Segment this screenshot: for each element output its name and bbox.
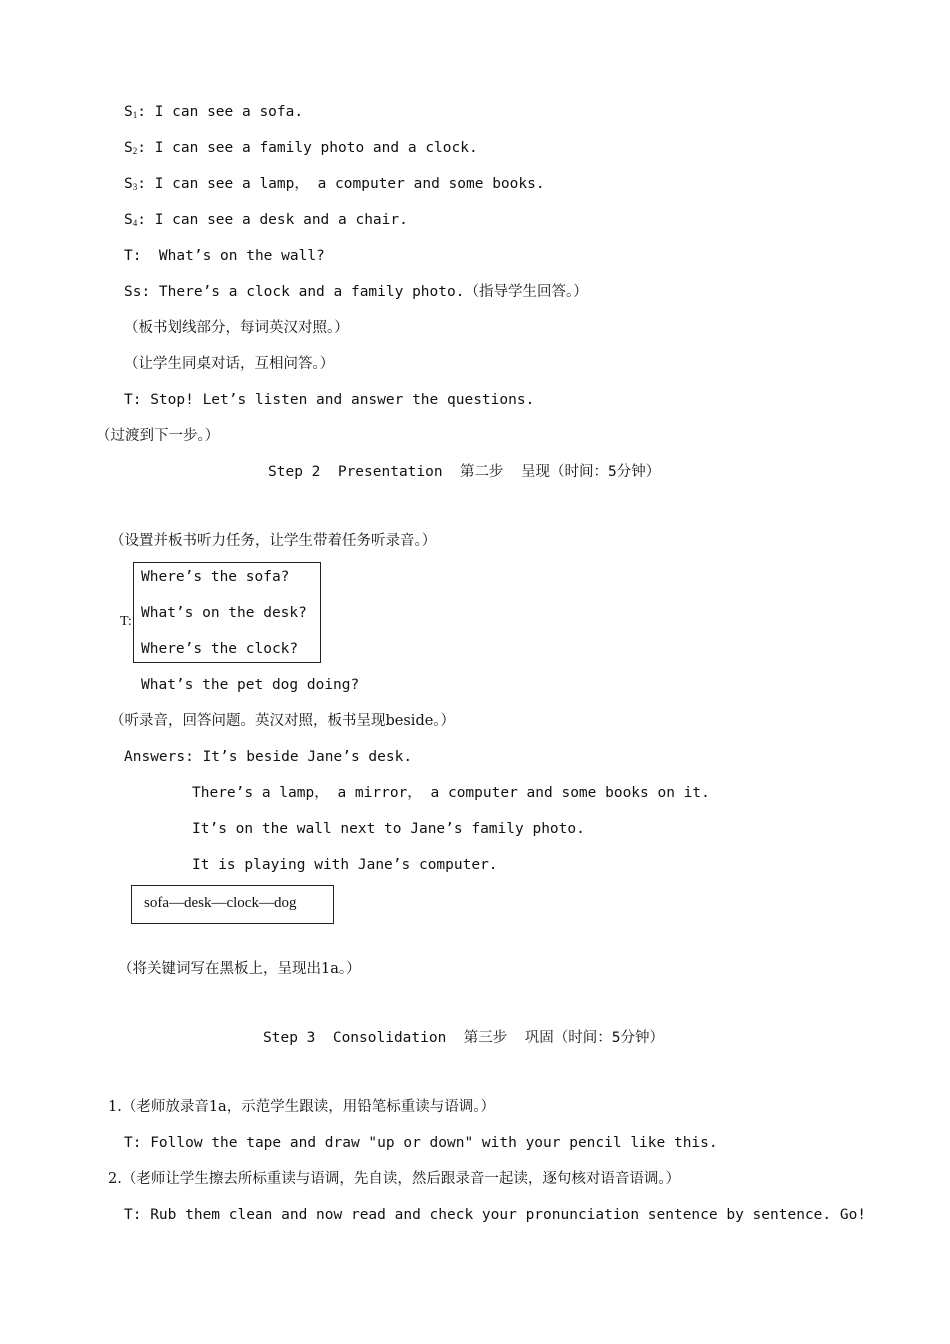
item-1: 1.（老师放录音1a，示范学生跟读，用铅笔标重读与语调。） (108, 1099, 495, 1115)
question-3: Where’s the clock? (141, 641, 299, 657)
note-transition: （过渡到下一步。） (96, 428, 220, 444)
question-1: Where’s the sofa? (141, 569, 290, 585)
answer-3: It’s on the wall next to Jane’s family photo. (192, 821, 585, 837)
step2-heading: Step 2 Presentation 第二步 呈现（时间：5分钟） (268, 464, 661, 480)
answer-2: There’s a lamp， a mirror， a computer and some books on it. (192, 785, 710, 801)
note-keywords: （将关键词写在黑板上，呈现出1a。） (118, 961, 361, 977)
answer-1: Answers: It’s beside Jane’s desk. (124, 749, 413, 765)
note-listening-task: （设置并板书听力任务，让学生带着任务听录音。） (110, 533, 437, 549)
dialogue-line-s3: $S_3$: I can see a lamp， a computer and some books. (124, 176, 545, 192)
item-2-teacher: T: Rub them clean and now read and check your pronunciation sentence by sentence. Go! (124, 1207, 867, 1223)
answer-4: It is playing with Jane’s computer. (192, 857, 498, 873)
dialogue-line-teacher: T: What’s on the wall? (124, 248, 325, 264)
dialogue-line-s4: $S_4$: I can see a desk and a chair. (124, 212, 408, 228)
teacher-instruction: T: Stop! Let’s listen and answer the questions. (124, 392, 535, 408)
note-pair-work: （让学生同桌对话，互相问答。） (124, 356, 335, 372)
dialogue-line-s1: $S_1$: I can see a sofa. (124, 104, 304, 120)
item-2: 2.（老师让学生擦去所标重读与语调，先自读，然后跟录音一起读，逐句核对语音语调。） (108, 1171, 681, 1187)
question-2: What’s on the desk? (141, 605, 307, 621)
item-1-teacher: T: Follow the tape and draw "up or down" with your pencil like this. (124, 1135, 718, 1151)
note-blackboard: （板书划线部分，每词英汉对照。） (124, 320, 349, 336)
dialogue-line-students: Ss: There’s a clock and a family photo.（指导学生回答。） (124, 284, 588, 300)
teacher-label: T: (120, 614, 132, 629)
dialogue-line-s2: $S_2$: I can see a family photo and a clock. (124, 140, 478, 156)
step3-heading: Step 3 Consolidation 第三步 巩固（时间：5分钟） (263, 1030, 664, 1046)
note-answer: （听录音，回答问题。英汉对照，板书呈现beside。） (110, 713, 456, 729)
keywords-text: sofa—desk—clock—dog (144, 895, 297, 911)
question-4: What’s the pet dog doing? (141, 677, 360, 693)
